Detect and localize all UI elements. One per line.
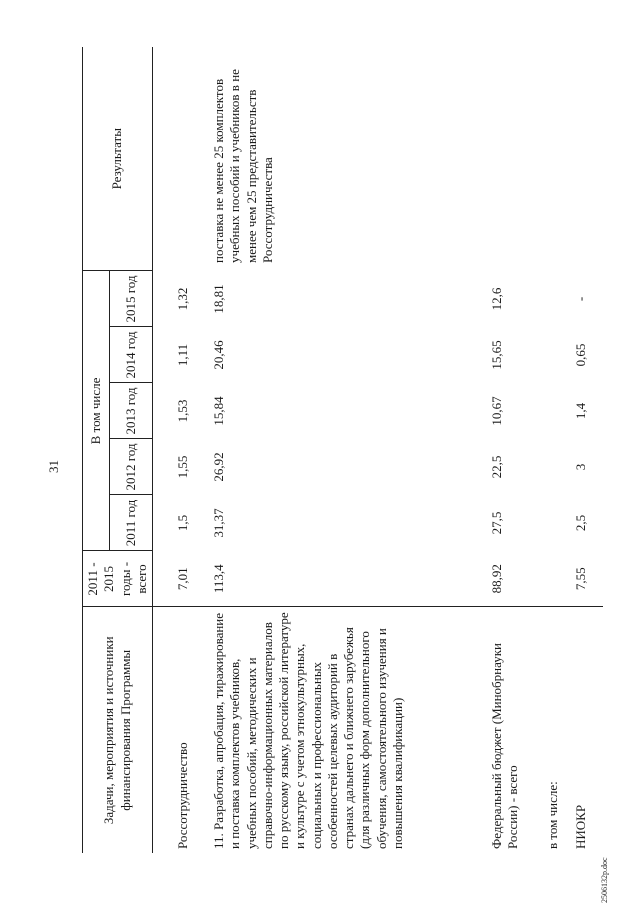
row-label: Федеральный бюджет (Минобрнауки России) - всего [489, 607, 545, 853]
row-result [545, 47, 573, 271]
row-value-2013: 15,84 [211, 396, 226, 426]
row-value-2012 [545, 439, 573, 495]
header-tasks: Задачи, мероприятия и источники финансирования Программы [83, 607, 153, 853]
row-value-2013: 10,67 [489, 396, 504, 426]
row-total: 113,4 [211, 564, 226, 594]
row-value-2011 [545, 495, 573, 551]
row-result: поставка не менее 25 комплектов учебных пособий и учебников в не менее чем 25 представительств Россотрудничества [211, 69, 275, 263]
financing-table [82, 47, 603, 853]
row-value-2015: - [573, 296, 588, 302]
table-row [573, 47, 603, 853]
row-value-2013: 1,4 [573, 402, 588, 420]
header-results: Результаты [83, 47, 153, 271]
row-total: 7,55 [573, 567, 588, 591]
row-value-2015 [545, 271, 573, 327]
row-value-2011: 31,37 [211, 508, 226, 538]
row-value-2012: 22,5 [489, 455, 504, 479]
table-row [489, 47, 545, 853]
row-label: 11. Разработка, апробация, тиражирование и поставка комплектов учебников, учебных пособий, методических и справочно-информационных материалов по русскому языку, российской литературе и культуре с учетом этнокультурных, социальных и профессиональных особенностей целевых аудиторий в странах дальнего и ближнего зарубежья (для различных форм дополнительного обучения, самостоятельного изучения и повышения квалификации) [211, 607, 489, 853]
row-value-2011: 27,5 [489, 511, 504, 535]
row-value-2014 [545, 327, 573, 383]
row-value-2013: 1,53 [175, 399, 190, 423]
page-number: 31 [46, 460, 61, 473]
header-row-top [83, 47, 110, 853]
header-including: В том числе [83, 271, 110, 551]
row-value-2012: 1,55 [175, 455, 190, 479]
row-total: 88,92 [489, 564, 504, 594]
row-value-2015: 1,32 [175, 287, 190, 311]
row-value-2012: 26,92 [211, 452, 226, 482]
header-year: 2011 год [110, 495, 153, 551]
row-value-2011: 2,5 [573, 514, 588, 532]
header-year: 2012 год [110, 439, 153, 495]
table-row [211, 47, 489, 853]
row-value-2011: 1,5 [175, 514, 190, 532]
row-value-2015: 12,6 [489, 287, 504, 311]
row-label: Россотрудничество [175, 607, 211, 853]
row-total: 7,01 [175, 567, 190, 591]
row-result [489, 47, 545, 271]
table-row [175, 47, 211, 853]
row-value-2014: 20,46 [211, 340, 226, 370]
row-total [545, 551, 573, 607]
row-value-2015: 18,81 [211, 284, 226, 314]
header-year: 2013 год [110, 383, 153, 439]
row-value-2014: 0,65 [573, 343, 588, 367]
row-result [573, 47, 603, 271]
row-value-2014: 1,11 [175, 343, 190, 367]
spacer-row [153, 47, 176, 853]
footer-file-code: 2506132р.doc [600, 857, 609, 903]
header-total: 2011 - 2015 годы - всего [83, 551, 153, 607]
header-year: 2015 год [110, 271, 153, 327]
row-result [175, 47, 211, 271]
row-value-2013 [545, 383, 573, 439]
row-label: НИОКР [573, 607, 603, 853]
header-year: 2014 год [110, 327, 153, 383]
row-value-2012: 3 [573, 463, 588, 471]
row-label: в том числе: [545, 607, 573, 853]
row-value-2014: 15,65 [489, 340, 504, 370]
table-row [545, 47, 573, 853]
